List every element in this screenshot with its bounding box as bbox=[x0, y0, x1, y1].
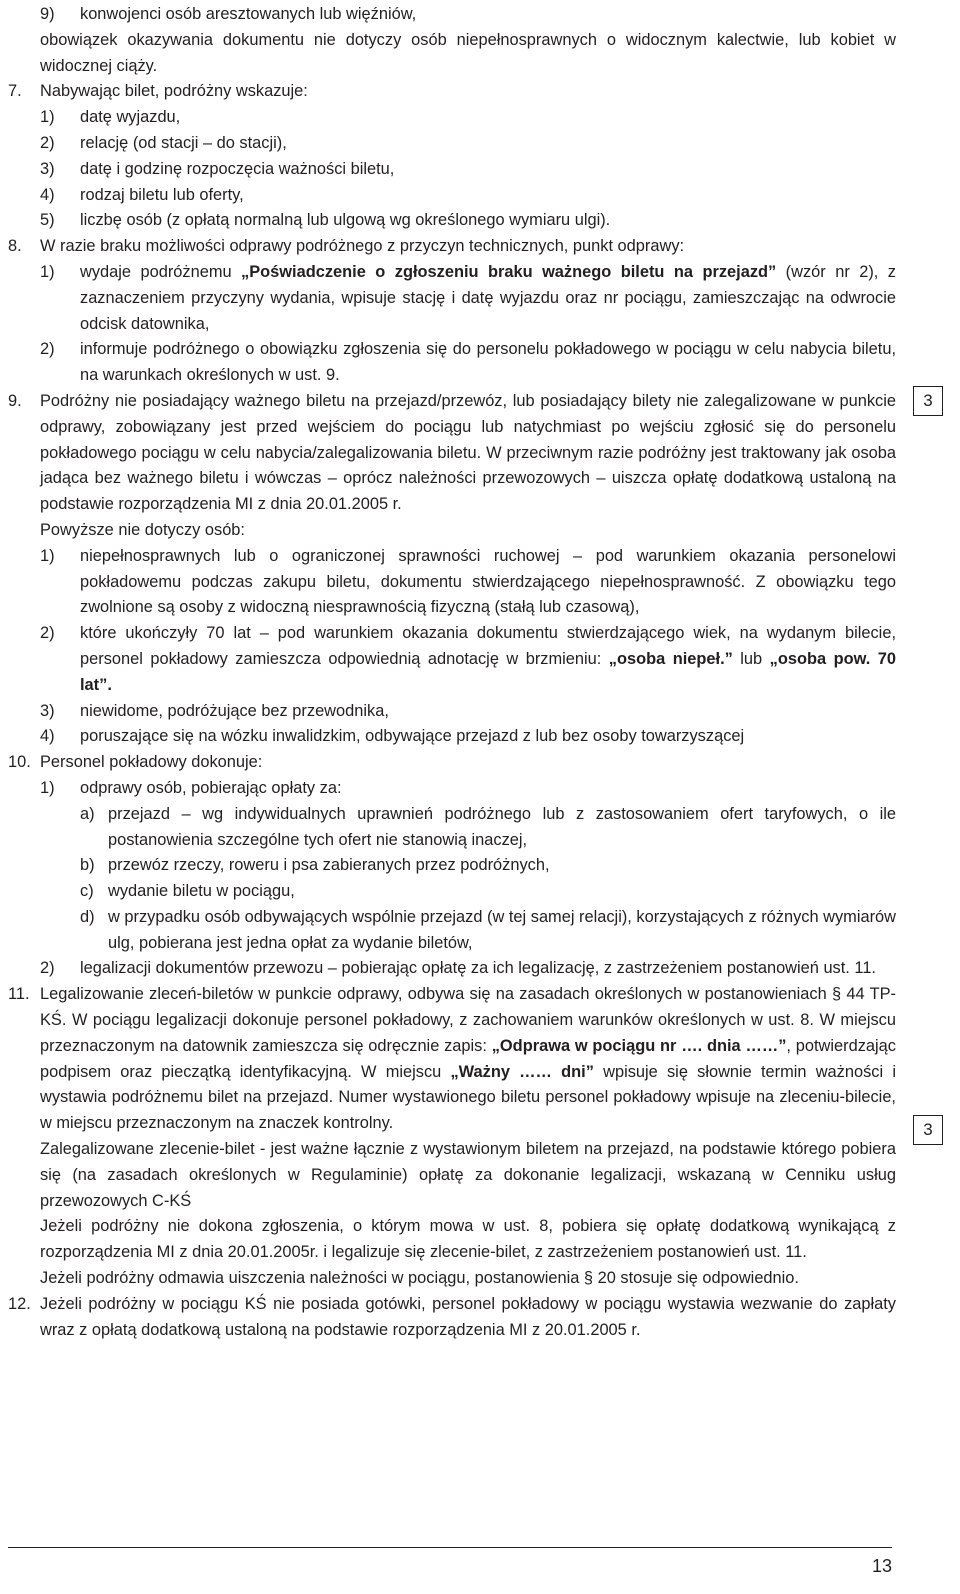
list-item bbox=[40, 157, 896, 183]
section-text: Nabywając bilet, podróżny wskazuje: bbox=[40, 82, 308, 101]
list-item bbox=[40, 260, 896, 337]
document-body bbox=[8, 2, 896, 1343]
list-item bbox=[40, 183, 896, 209]
text-run: które ukończyły 70 lat – pod warunkiem okazania dokumentu stwierdzającego wiek, na wydanym bilecie, personel pokładowy zamieszcza odpowiednią adnotację w brzmieniu: bbox=[80, 624, 896, 668]
item-text bbox=[80, 621, 896, 698]
item-number: 1) bbox=[40, 546, 55, 565]
text-run: wpisuje się słownie termin ważności i wystawia podróżnemu bilet na przejazd. Numer wystawionego biletu personel pokładowy wpisuje na zleceniu-bilecie, w miejscu przeznaczonym na znaczek kontrolny. bbox=[40, 1062, 896, 1133]
section-8 bbox=[8, 234, 896, 260]
item-number: 9) bbox=[40, 5, 55, 23]
section-number: 8. bbox=[8, 237, 22, 256]
bold-text: „osoba pow. 70 lat” bbox=[80, 649, 896, 694]
section-number: 9. bbox=[8, 391, 22, 410]
section-10 bbox=[8, 750, 896, 776]
list-item bbox=[80, 879, 896, 905]
item-number: 2) bbox=[40, 959, 55, 978]
item-number: 2) bbox=[40, 340, 55, 359]
item-text: w przypadku osób odbywających wspólnie przejazd (w tej samej relacji), korzystających z różnych wymiarów ulg, pobierana jest jedna opłat za wydanie biletów, bbox=[108, 907, 896, 952]
list-item bbox=[40, 776, 896, 802]
item-number: 1) bbox=[40, 778, 55, 797]
section-text: W razie braku możliwości odprawy podróżnego z przyczyn technicznych, punkt odprawy: bbox=[40, 237, 685, 256]
margin-marker: 3 bbox=[913, 1115, 943, 1145]
item-text bbox=[80, 260, 896, 337]
list-item bbox=[40, 208, 896, 234]
paragraph: obowiązek okazywania dokumentu nie dotyczy osób niepełnosprawnych o widocznym kalectwie, lub kobiet w widocznej ciąży. bbox=[40, 30, 896, 75]
text-run: Legalizowanie zleceń-biletów w punkcie odprawy, odbywa się na zasadach określonych w postanowieniach § 44 TP-KŚ. W pociągu legalizacji dokonuje personel pokładowy, z zachowaniem warunków określonych w ust. 8. W miejscu przeznaczonym na datownik zamieszcza się odręcznie zapis: bbox=[40, 985, 896, 1055]
section-12 bbox=[8, 1292, 896, 1344]
item-text: relację (od stacji – do stacji), bbox=[80, 133, 287, 152]
item-text: przewóz rzeczy, roweru i psa zabieranych przez podróżnych, bbox=[108, 856, 550, 875]
section-number: 10. bbox=[8, 753, 31, 772]
text-run: , potwierdzając podpisem oraz pieczątką identyfikacyjną. W miejscu bbox=[40, 1036, 896, 1081]
item-letter: d) bbox=[80, 907, 95, 926]
paragraph: Jeżeli podróżny odmawia uiszczenia należności w pociągu, postanowienia § 20 stosuje się odpowiednio. bbox=[40, 1269, 799, 1288]
paragraph: Powyższe nie dotyczy osób: bbox=[40, 520, 245, 539]
item-letter: c) bbox=[80, 882, 94, 901]
item-text: niewidome, podróżujące bez przewodnika, bbox=[80, 701, 389, 720]
paragraph: Jeżeli podróżny nie dokona zgłoszenia, o którym mowa w ust. 8, pobiera się opłatę dodatkową wynikającą z rozporządzenia MI z dnia 20.01.2005r. i legalizuje się zlecenie-bilet, z zastrzeżeniem postanowień ust. 11. bbox=[40, 1217, 896, 1262]
text-run: lub bbox=[732, 649, 770, 668]
margin-marker: 3 bbox=[913, 386, 943, 416]
section-text: Personel pokładowy dokonuje: bbox=[40, 753, 263, 772]
item-text: liczbę osób (z opłatą normalną lub ulgową wg określonego wymiaru ulgi). bbox=[80, 211, 611, 230]
item-text: przejazd – wg indywidualnych uprawnień podróżnego lub z zastosowaniem ofert taryfowych, o ile postanowienia szczególne tych ofert nie stanowią inaczej, bbox=[108, 804, 896, 849]
item-number: 1) bbox=[40, 108, 55, 127]
item-text: konwojenci osób aresztowanych lub więźniów, bbox=[80, 5, 417, 23]
list-item bbox=[40, 2, 896, 28]
item-text: legalizacji dokumentów przewozu – pobierając opłatę za ich legalizację, z zastrzeżeniem postanowień ust. 11. bbox=[80, 959, 876, 978]
list-item bbox=[80, 905, 896, 957]
item-text: odprawy osób, pobierając opłaty za: bbox=[80, 778, 342, 797]
list-item bbox=[40, 621, 896, 698]
list-item bbox=[40, 724, 896, 750]
item-text: informuje podróżnego o obowiązku zgłoszenia się do personelu pokładowego w pociągu w celu nabycia biletu, na warunkach określonych w ust. 9. bbox=[80, 340, 896, 385]
bold-text: „Poświadczenie o zgłoszeniu braku ważnego biletu na przejazd” bbox=[241, 262, 777, 281]
list-item bbox=[40, 699, 896, 725]
section-9 bbox=[8, 389, 896, 518]
section-7 bbox=[8, 79, 896, 105]
item-letter: b) bbox=[80, 856, 95, 875]
item-text: datę wyjazdu, bbox=[80, 108, 181, 127]
bold-text: „Ważny …… dni” bbox=[450, 1062, 594, 1081]
section-number: 7. bbox=[8, 82, 22, 101]
item-letter: a) bbox=[80, 804, 95, 823]
item-number: 3) bbox=[40, 159, 55, 178]
list-item bbox=[40, 337, 896, 389]
item-text: niepełnosprawnych lub o ograniczonej sprawności ruchowej – pod warunkiem okazania personelowi pokładowemu podczas zakupu biletu, dokumentu stwierdzającego niepełnosprawność. Z obowiązku tego zwolnione są osoby z widoczną niesprawnością fizyczną (stałą lub czasową), bbox=[80, 546, 896, 617]
text-run: (wzór nr 2), z zaznaczeniem przyczyny wydania, wpisuje stację i datę wyjazdu oraz nr pociągu, zamieszczając na odwrocie odcisk datownika, bbox=[80, 262, 896, 333]
footer-divider bbox=[8, 1547, 892, 1548]
text-run: . bbox=[107, 675, 112, 694]
bold-text: „osoba niepeł.” bbox=[608, 649, 733, 668]
item-number: 4) bbox=[40, 185, 55, 204]
page-number: 13 bbox=[871, 1556, 892, 1576]
section-text: Podróżny nie posiadający ważnego biletu na przejazd/przewóz, lub posiadający bilety nie zalegalizowane w punkcie odprawy, zobowiązany jest przed wejściem do pociągu lub natychmiast po wejściu zgłosić się do personelu pokładowego pociągu w celu nabycia/zalegalizowania biletu. W przeciwnym razie podróżny jest traktowany jak osoba jadąca bez ważnego biletu i wówczas – oprócz należności przewozowych – uiszcza opłatę dodatkową ustaloną na podstawie rozporządzenia MI z dnia 20.01.2005 r. bbox=[40, 391, 896, 514]
section-text: Jeżeli podróżny w pociągu KŚ nie posiada gotówki, personel pokładowy w pociągu wystawia wezwanie do zapłaty wraz z opłatą dodatkową ustaloną na podstawie rozporządzenia MI z 20.01.2005 r. bbox=[40, 1294, 896, 1339]
item-text: datę i godzinę rozpoczęcia ważności biletu, bbox=[80, 159, 395, 178]
item-number: 4) bbox=[40, 727, 55, 746]
section-number: 12. bbox=[8, 1294, 31, 1313]
item-number: 3) bbox=[40, 701, 55, 720]
section-number: 11. bbox=[8, 985, 30, 1004]
item-text: wydanie biletu w pociągu, bbox=[108, 882, 295, 901]
list-item bbox=[80, 802, 896, 854]
paragraph: Zalegalizowane zlecenie-bilet - jest ważne łącznie z wystawionym biletem na przejazd, na podstawie którego pobiera się (na zasadach określonych w Regulaminie) opłatę za dokonanie legalizacji, wskazaną w Cenniku usług przewozowych C-KŚ bbox=[40, 1140, 896, 1210]
item-number: 5) bbox=[40, 211, 55, 230]
list-item bbox=[40, 131, 896, 157]
list-item bbox=[40, 544, 896, 621]
item-number: 1) bbox=[40, 262, 55, 281]
list-item bbox=[40, 105, 896, 131]
text-run: wydaje podróżnemu bbox=[80, 262, 242, 281]
item-text: rodzaj biletu lub oferty, bbox=[80, 185, 244, 204]
item-text: poruszające się na wózku inwalidzkim, odbywające przejazd z lub bez osoby towarzyszącej bbox=[80, 727, 745, 746]
list-item bbox=[40, 956, 896, 982]
section-text bbox=[40, 982, 896, 1137]
item-number: 2) bbox=[40, 133, 55, 152]
section-11 bbox=[8, 982, 896, 1137]
item-number: 2) bbox=[40, 624, 55, 643]
list-item bbox=[80, 853, 896, 879]
bold-text: „Odprawa w pociągu nr …. dnia ……” bbox=[491, 1036, 787, 1055]
